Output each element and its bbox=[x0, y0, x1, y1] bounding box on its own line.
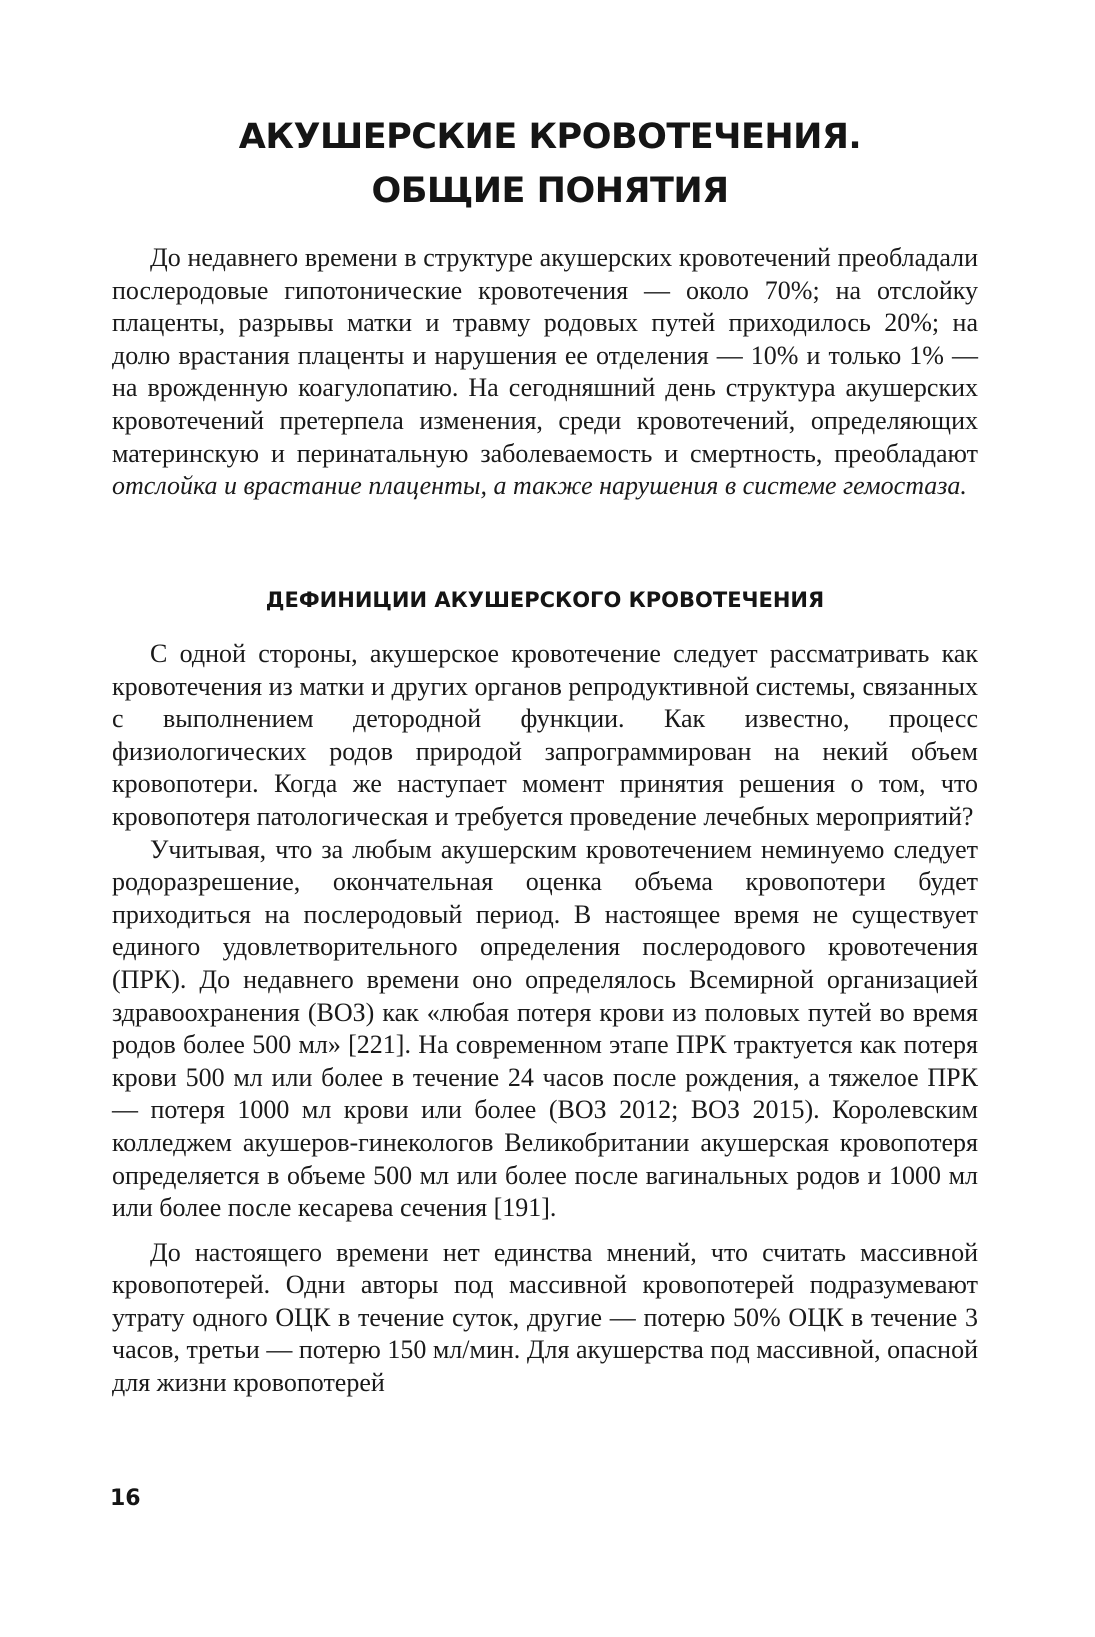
intro-italic-emphasis: отслойка и врастание плаценты, а также нарушения в системе гемостаза. bbox=[112, 471, 967, 501]
section-paragraph-3: До настоящего времени нет единства мнений, что считать массивной кровопотерей. Одни авторы под массивной кровопотерей подразумевают утрату одного ОЦК в течение суток, другие — потерю 50% ОЦК в течение 3 часов, третьи — потерю 150 мл/мин. Для акушерства под массивной, опасной для жизни кровопотерей bbox=[112, 1237, 978, 1398]
chapter-title-line-1: АКУШЕРСКИЕ КРОВОТЕЧЕНИЯ. bbox=[238, 117, 862, 157]
section-paragraph-2: Учитывая, что за любым акушерским кровотечением неминуемо следует родоразрешение, окончательная оценка объема кровопотери будет приходиться на послеродовый период. В настоящее время не существует единого удовлетворительного определения послеродового кровотечения (ПРК). До недавнего времени оно определялось Всемирной организацией здравоохранения (ВОЗ) как «любая потеря крови из половых путей во время родов более 500 мл» [221]. На современном этапе ПРК трактуется как потеря крови 500 мл или более в течение 24 часов после рождения, а тяжелое ПРК — потеря 1000 мл крови или более (ВОЗ 2012; ВОЗ 2015). Королевским колледжем акушеров-гинекологов Великобритании акушерская кровопотеря определяется в объеме 500 мл или более после вагинальных родов и 1000 мл или более после кесарева сечения [191]. bbox=[112, 834, 978, 1223]
intro-text: До недавнего времени в структуре акушерских кровотечений преобладали послеродовые гипотонические кровотечения — около 70%; на отслойку плаценты, разрывы матки и травму родовых путей приходилось 20%; на долю врастания плаценты и нарушения ее отделения — 10% и только 1% — на врожденную коагулопатию. На сегодняшний день структура акушерских кровотечений претерпела изменения, среди кровотечений, определяющих материнскую и перинатальную заболеваемость и смертность, преобладают bbox=[112, 243, 978, 468]
section-body bbox=[112, 638, 978, 1400]
chapter-title-line-2: ОБЩИЕ ПОНЯТИЯ bbox=[371, 171, 729, 211]
chapter-title bbox=[120, 110, 980, 218]
intro-block bbox=[112, 242, 978, 503]
intro-paragraph bbox=[112, 242, 978, 503]
section-paragraph-1: С одной стороны, акушерское кровотечение следует рассматривать как кровотечения из матки и других органов репродуктивной системы, связанных с выполнением детородной функции. Как известно, процесс физиологических родов природой запрограммирован на некий объем кровопотери. Когда же наступает момент принятия решения о том, что кровопотеря патологическая и требуется проведение лечебных мероприятий? bbox=[112, 639, 978, 831]
section-heading: ДЕФИНИЦИИ АКУШЕРСКОГО КРОВОТЕЧЕНИЯ bbox=[265, 588, 825, 612]
page-number: 16 bbox=[110, 1486, 141, 1511]
